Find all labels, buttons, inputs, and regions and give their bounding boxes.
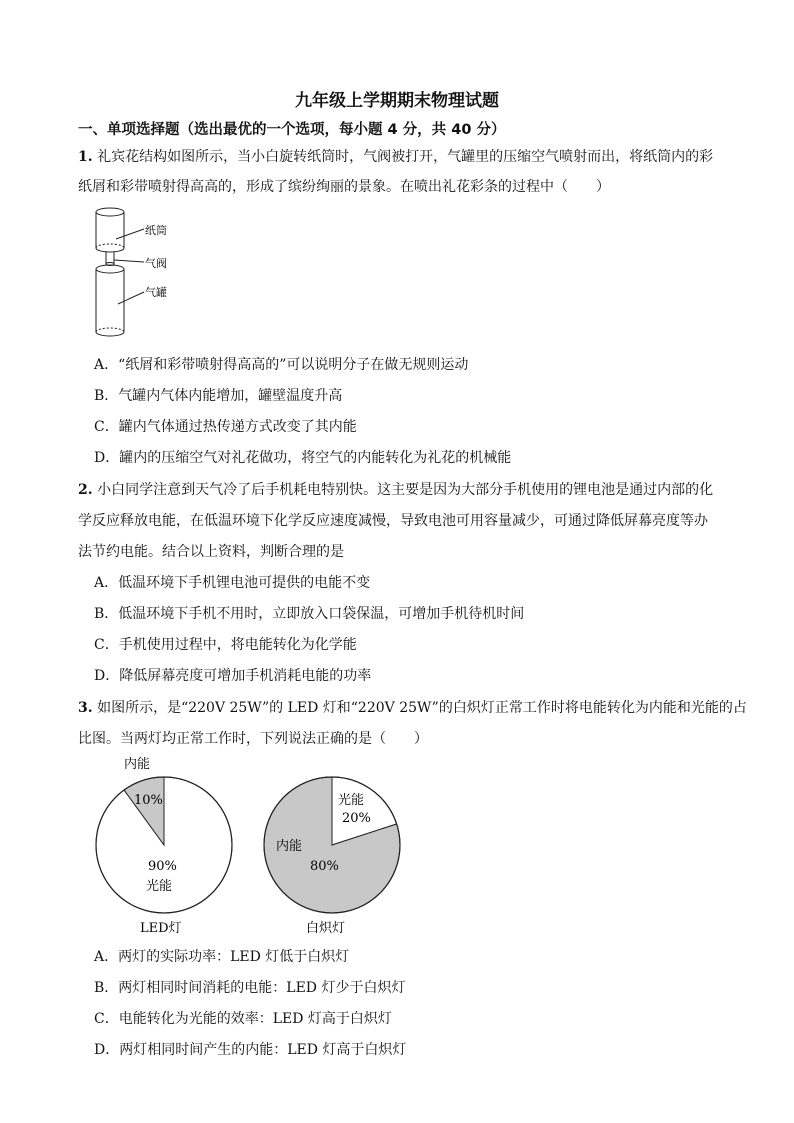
section-heading: 一、单项选择题（选出最优的一个选项，每小题 4 分，共 40 分） — [78, 122, 506, 138]
q3-text-line1 — [78, 697, 747, 717]
led-label-light: 光能 — [146, 879, 173, 894]
q3-number: 3. — [78, 700, 93, 716]
led-pie-chart — [92, 752, 242, 940]
label-tank: 气罐 — [145, 286, 167, 299]
q1-line1: 礼宾花结构如图所示，当小白旋转纸筒时，气阀被打开，气罐里的压缩空气喷射而出，将纸筒内的彩 — [97, 149, 714, 165]
q2-option-c: C．手机使用过程中，将电能转化为化学能 — [94, 637, 357, 653]
tube-top — [96, 208, 124, 216]
label-valve: 气阀 — [145, 257, 167, 270]
q2-number: 2. — [78, 482, 93, 498]
incandescent-pie-chart — [262, 752, 412, 940]
q2-option-b: B．低温环境下手机不用时，立即放入口袋保温，可增加手机待机时间 — [94, 606, 525, 622]
q2-option-d: D．降低屏幕亮度可增加手机消耗电能的功率 — [94, 668, 372, 684]
q2-line1: 小白同学注意到天气冷了后手机耗电特别快。这主要是因为大部分手机使用的锂电池是通过内部的化 — [97, 482, 714, 498]
q3-line1: 如图所示，是“220V 25W”的 LED 灯和“220V 25W”的白炽灯正常工作时将电能转化为内能和光能的占 — [97, 700, 747, 716]
q3-option-c: C．电能转化为光能的效率：LED 灯高于白炽灯 — [94, 1011, 392, 1027]
inc-value-light: 20% — [342, 811, 371, 826]
q1-figure — [88, 204, 198, 344]
q2-line2: 学反应释放电能，在低温环境下化学反应速度减慢，导致电池可用容量减少，可通过降低屏幕亮度等办 — [78, 513, 708, 529]
q1-number: 1. — [78, 149, 93, 165]
led-label-heat: 内能 — [124, 757, 151, 772]
led-chart-title: LED灯 — [140, 921, 182, 936]
led-value-light: 90% — [148, 859, 177, 874]
inc-chart-title: 白炽灯 — [306, 921, 346, 936]
q2-line3: 法节约电能。结合以上资料，判断合理的是 — [78, 544, 344, 560]
q1-line2: 纸屑和彩带喷射得高高的，形成了缤纷绚丽的景象。在喷出礼花彩条的过程中（ ） — [78, 179, 610, 195]
inc-label-light: 光能 — [338, 793, 365, 808]
q1-option-b: B．气罐内气体内能增加，罐壁温度升高 — [94, 388, 343, 404]
q3-option-b: B．两灯相同时间消耗的电能：LED 灯少于白炽灯 — [94, 980, 406, 996]
led-value-heat: 10% — [134, 793, 163, 808]
q1-text-line1 — [78, 146, 713, 166]
q2-text-line1 — [78, 479, 713, 499]
page-title: 九年级上学期期末物理试题 — [295, 91, 499, 111]
q3-option-d: D．两灯相同时间产生的内能：LED 灯高于白炽灯 — [94, 1042, 407, 1058]
inc-label-heat: 内能 — [276, 839, 303, 854]
q3-line2: 比图。当两灯均正常工作时，下列说法正确的是（ ） — [78, 731, 428, 747]
q2-option-a: A．低温环境下手机锂电池可提供的电能不变 — [94, 575, 371, 591]
q1-option-d: D．罐内的压缩空气对礼花做功，将空气的内能转化为礼花的机械能 — [94, 450, 512, 466]
q3-option-a: A．两灯的实际功率：LED 灯低于白炽灯 — [94, 949, 350, 965]
inc-value-heat: 80% — [310, 859, 339, 874]
q1-option-a: A．“纸屑和彩带喷射得高高的”可以说明分子在做无规则运动 — [94, 357, 469, 373]
label-tube: 纸筒 — [145, 224, 167, 237]
q1-option-c: C．罐内气体通过热传递方式改变了其内能 — [94, 419, 357, 435]
